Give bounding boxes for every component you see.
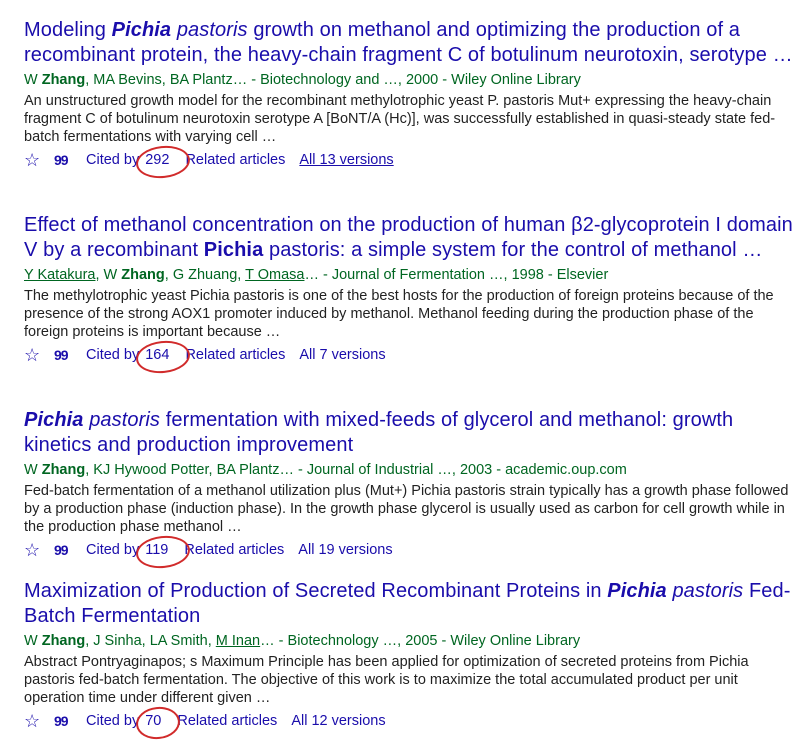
cited-by-link[interactable] [86,345,171,365]
title-italic: pastoris [666,580,744,602]
title-text: Fed-Batch Fermentation [24,580,791,627]
author-link[interactable]: M Inan [215,633,261,649]
author-text: , KJ Hywood Potter, BA Plantz… - Journal of Industrial …, 2003 - academic.oup.com [85,462,627,478]
title-highlight: Pichia [203,239,264,261]
result-title-link[interactable] [24,579,794,629]
title-text: Modeling [24,19,112,41]
annotation-circle [135,338,192,375]
cited-count [143,150,171,170]
cited-label: Cited by [86,347,144,363]
result-authors [24,460,794,480]
cited-by-link[interactable] [86,711,163,731]
result-item [24,579,794,731]
result-actions [24,345,794,365]
all-versions-link[interactable]: All 19 versions [298,542,393,558]
author-text: … - Journal of Fermentation …, 1998 - Elsevier [304,267,609,283]
cited-by-link[interactable] [86,150,171,170]
title-italic: pastoris [171,19,248,41]
result-item [24,213,794,365]
annotation-circle [135,533,192,570]
related-articles-link[interactable]: Related articles [184,542,285,558]
cited-count-value: 292 [145,152,170,168]
author-text: W [24,462,42,478]
result-authors [24,70,794,90]
author-text: W [24,633,42,649]
all-versions-link[interactable]: All 13 versions [299,152,394,168]
all-versions-link[interactable]: All 7 versions [299,347,386,363]
result-snippet: Abstract Pontryaginapos; s Maximum Principle has been applied for optimization of secreted proteins from Pichia pastoris fed-batch fermentation. The objective of this work is to maximize the total accumulated product per unit operation time under different given … [24,654,749,706]
result-actions [24,150,794,170]
cited-by-link[interactable] [86,540,170,560]
result-title-link[interactable] [24,213,794,263]
author-link[interactable]: T Omasa [245,267,305,283]
title-text: growth on methanol and optimizing the production of a recombinant protein, the heavy-chain fragment C of botulinum neurotoxin, serotype … [24,19,793,66]
related-articles-link[interactable]: Related articles [185,152,286,168]
result-authors [24,265,794,285]
author-text: , W [95,267,122,283]
result-snippet: Fed-batch fermentation of a methanol utilization plus (Mut+) Pichia pastoris strain typically has a growth phase followed by a production phase (induction phase). In the growth phase glycerol is usually used as carbon for cell growth while in the production phase methanol … [24,483,789,535]
title-italic: pastoris [83,409,161,431]
cited-count [143,540,170,560]
author-highlight: Zhang [121,267,165,283]
cited-label: Cited by [86,713,144,729]
result-actions [24,540,794,560]
cited-count [143,711,163,731]
result-title-link[interactable] [24,408,794,458]
cited-count [143,345,171,365]
title-text: fermentation with mixed-feeds of glycerol and methanol: growth kinetics and production improvement [24,409,734,456]
title-text: Effect of methanol concentration on the production of human β2-glycoprotein I domain V by a recombinant [24,214,793,261]
quote-icon[interactable]: 99 [54,713,68,729]
annotation-circle [135,143,192,180]
result-title-link[interactable] [24,18,794,68]
author-text: , G Zhuang, [164,267,246,283]
annotation-circle [135,705,182,741]
result-item [24,408,794,560]
author-text: , MA Bevins, BA Plantz… - Biotechnology and …, 2000 - Wiley Online Library [85,72,581,88]
title-highlight: Pichia [111,19,172,41]
quote-icon[interactable]: 99 [54,347,68,363]
star-icon[interactable]: ☆ [24,345,41,365]
star-icon[interactable]: ☆ [24,150,41,170]
author-highlight: Zhang [41,72,86,88]
cited-label: Cited by [86,152,144,168]
related-articles-link[interactable]: Related articles [185,347,286,363]
cited-count-value: 70 [145,713,162,729]
result-authors [24,631,794,651]
author-text: , J Sinha, LA Smith, [85,633,216,649]
author-text: W [24,72,42,88]
title-text: pastoris: a simple system for the control of methanol … [263,239,763,261]
author-text: … - Biotechnology …, 2005 - Wiley Online Library [260,633,581,649]
related-articles-link[interactable]: Related articles [177,713,278,729]
result-actions [24,711,794,731]
star-icon[interactable]: ☆ [24,711,41,731]
result-snippet: The methylotrophic yeast Pichia pastoris is one of the best hosts for the production of foreign proteins because of the presence of the strong AOX1 promoter induced by methanol. Methanol feeding during the production phase of the foreign proteins is important because … [24,288,774,340]
title-highlight: Pichia [24,409,84,431]
author-highlight: Zhang [41,633,86,649]
all-versions-link[interactable]: All 12 versions [291,713,386,729]
author-link[interactable]: Y Katakura [24,267,96,283]
author-highlight: Zhang [41,462,86,478]
result-item [24,18,794,170]
quote-icon[interactable]: 99 [54,542,68,558]
quote-icon[interactable]: 99 [54,152,68,168]
star-icon[interactable]: ☆ [24,540,41,560]
cited-count-value: 164 [145,347,170,363]
cited-label: Cited by [86,542,144,558]
title-text: Maximization of Production of Secreted Recombinant Proteins in [24,580,608,602]
result-snippet: An unstructured growth model for the recombinant methylotrophic yeast P. pastoris Mut+ expressing the heavy-chain fragment C of botulinum neurotoxin serotype A [BoNT/A (Hc)], was successfully established in quasi-steady state fed-batch fermentations with varying cell … [24,93,776,145]
title-highlight: Pichia [607,580,667,602]
cited-count-value: 119 [145,542,169,558]
